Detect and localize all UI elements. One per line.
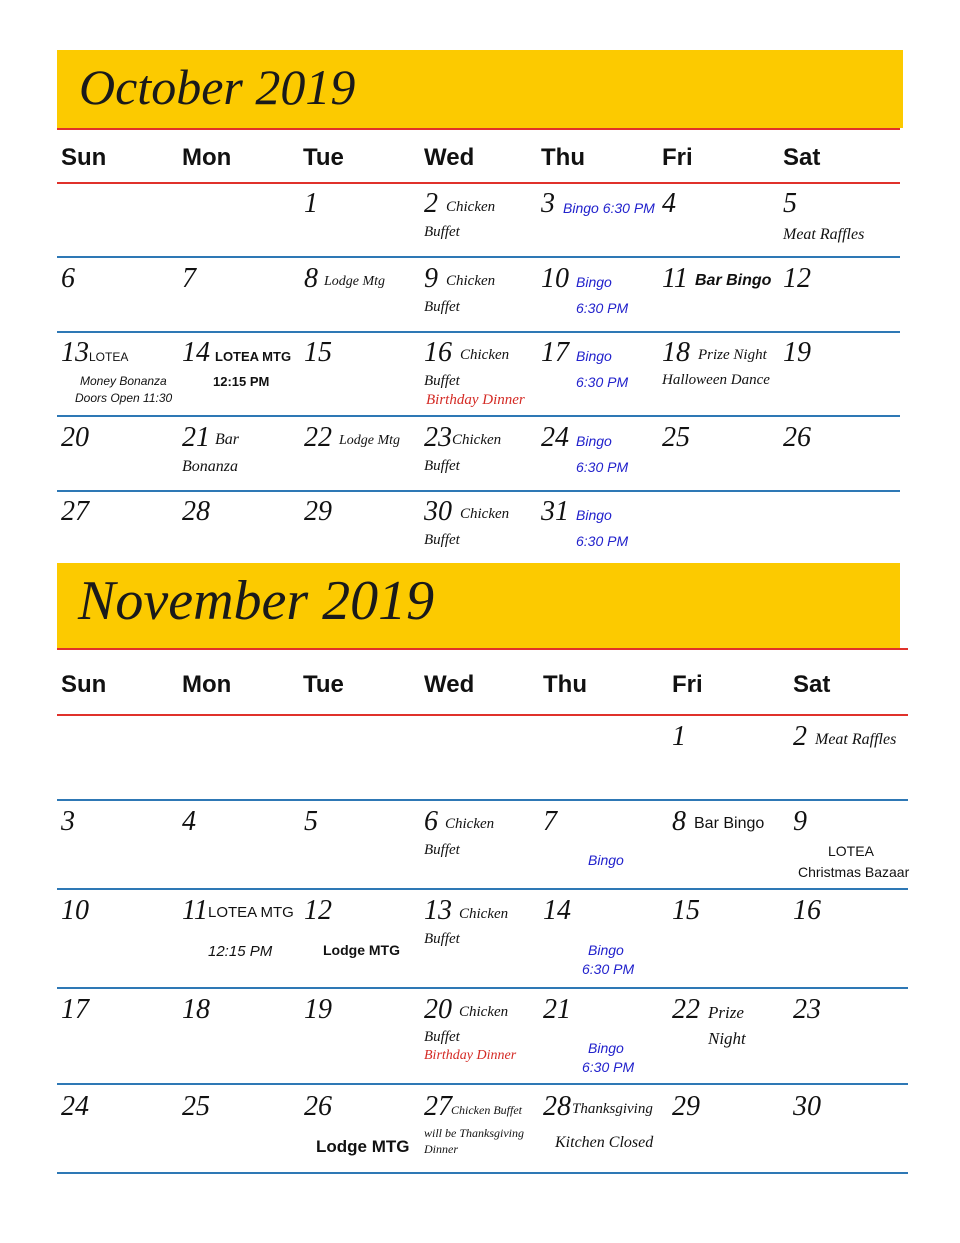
oct-event-21b: Bonanza (182, 458, 238, 475)
nov-event-11a: LOTEA MTG (208, 904, 294, 921)
october-banner (57, 50, 903, 128)
oct-day-3: 3 (541, 188, 555, 219)
nov-day-8: 8 (672, 806, 686, 837)
nov-dow-sun: Sun (61, 671, 107, 698)
oct-event-24a: Bingo (576, 433, 612, 449)
nov-day-10: 10 (61, 895, 89, 926)
nov-event-9a: LOTEA (828, 843, 874, 859)
oct-day-17: 17 (541, 337, 569, 368)
oct-day-18: 18 (662, 337, 690, 368)
nov-day-13: 13 (424, 895, 452, 926)
oct-day-12: 12 (783, 263, 811, 294)
oct-event-3: Bingo 6:30 PM (563, 200, 655, 216)
november-rule-header (57, 714, 908, 716)
oct-day-10: 10 (541, 263, 569, 294)
nov-rule-3 (57, 987, 908, 989)
nov-day-21: 21 (543, 994, 571, 1025)
nov-day-5: 5 (304, 806, 318, 837)
oct-day-1: 1 (304, 188, 318, 219)
oct-event-10a: Bingo (576, 274, 612, 290)
november-banner (57, 563, 900, 649)
oct-event-13a: LOTEA (89, 350, 129, 364)
oct-event-13b: Money Bonanza (80, 374, 167, 388)
nov-event-14b: 6:30 PM (582, 961, 635, 977)
nov-dow-mon: Mon (182, 671, 232, 698)
oct-day-16: 16 (424, 337, 452, 368)
october-title: October 2019 (79, 59, 356, 115)
oct-event-16a: Chicken (460, 347, 510, 363)
nov-event-9b: Christmas Bazaar (798, 864, 910, 880)
nov-event-27b: will be Thanksgiving (424, 1126, 524, 1140)
nov-event-2: Meat Raffles (815, 731, 897, 748)
oct-event-5: Meat Raffles (783, 226, 865, 243)
nov-event-27a: Chicken Buffet (451, 1103, 522, 1117)
nov-day-15: 15 (672, 895, 700, 926)
october-rule-top (57, 128, 900, 130)
oct-day-14: 14 (182, 337, 210, 368)
oct-event-2b: Buffet (424, 224, 460, 240)
nov-event-20c: Birthday Dinner (424, 1048, 517, 1063)
oct-day-5: 5 (783, 188, 797, 219)
nov-event-20a: Chicken (459, 1004, 509, 1020)
oct-day-11: 11 (662, 263, 688, 294)
nov-day-4: 4 (182, 806, 196, 837)
oct-day-26: 26 (783, 422, 811, 453)
oct-day-25: 25 (662, 422, 690, 453)
oct-event-14a: LOTEA MTG (215, 349, 292, 364)
oct-dow-mon: Mon (182, 144, 232, 171)
nov-day-20: 20 (424, 994, 452, 1025)
nov-event-21b: 6:30 PM (582, 1059, 635, 1075)
nov-day-25: 25 (182, 1091, 210, 1122)
oct-day-23: 23 (424, 422, 452, 453)
oct-event-18a: Prize Night (698, 347, 767, 363)
nov-day-29: 29 (672, 1091, 700, 1122)
oct-rule-1 (57, 256, 900, 258)
oct-day-29: 29 (304, 496, 332, 527)
nov-day-18: 18 (182, 994, 210, 1025)
oct-event-16c: Birthday Dinner (426, 392, 525, 408)
oct-day-6: 6 (61, 263, 75, 294)
nov-dow-wed: Wed (424, 671, 475, 698)
nov-day-1: 1 (672, 721, 686, 752)
nov-event-21a: Bingo (588, 1040, 624, 1056)
nov-event-27c: Dinner (424, 1142, 458, 1156)
nov-day-12: 12 (304, 895, 332, 926)
oct-dow-thu: Thu (541, 144, 585, 171)
oct-event-2a: Chicken (446, 199, 496, 215)
nov-day-16: 16 (793, 895, 821, 926)
oct-day-13: 13 (61, 337, 89, 368)
oct-event-17a: Bingo (576, 348, 612, 364)
nov-day-2: 2 (793, 721, 807, 752)
oct-day-15: 15 (304, 337, 332, 368)
nov-day-7: 7 (543, 806, 557, 837)
nov-event-6a: Chicken (445, 816, 495, 832)
nov-day-14: 14 (543, 895, 571, 926)
nov-event-28b: Kitchen Closed (555, 1134, 654, 1151)
november-rule-top (57, 648, 908, 650)
oct-event-8: Lodge Mtg (324, 274, 386, 289)
oct-event-9a: Chicken (446, 273, 496, 289)
oct-event-11: Bar Bingo (695, 272, 772, 289)
oct-dow-sat: Sat (783, 144, 821, 171)
oct-event-10b: 6:30 PM (576, 300, 629, 316)
nov-event-20b: Buffet (424, 1029, 460, 1045)
oct-event-17b: 6:30 PM (576, 374, 629, 390)
oct-event-30a: Chicken (460, 506, 510, 522)
nov-day-9: 9 (793, 806, 807, 837)
nov-rule-5 (57, 1172, 908, 1174)
oct-day-30: 30 (424, 496, 452, 527)
oct-day-8: 8 (304, 263, 318, 294)
november-title: November 2019 (78, 570, 435, 632)
nov-event-26: Lodge MTG (316, 1137, 410, 1156)
nov-event-14a: Bingo (588, 942, 624, 958)
nov-day-19: 19 (304, 994, 332, 1025)
oct-event-9b: Buffet (424, 299, 460, 315)
oct-event-16b: Buffet (424, 373, 460, 389)
oct-dow-tue: Tue (303, 144, 344, 171)
nov-event-11b: 12:15 PM (208, 943, 273, 960)
nov-day-23: 23 (793, 994, 821, 1025)
nov-day-11: 11 (182, 895, 208, 926)
nov-event-28a: Thanksgiving (572, 1101, 653, 1117)
nov-day-6: 6 (424, 806, 438, 837)
nov-event-7: Bingo (588, 852, 624, 868)
nov-event-13a: Chicken (459, 906, 509, 922)
oct-event-14b: 12:15 PM (213, 374, 270, 389)
oct-event-31a: Bingo (576, 507, 612, 523)
oct-rule-4 (57, 490, 900, 492)
oct-event-21a: Bar (215, 431, 239, 448)
oct-event-18b: Halloween Dance (662, 372, 770, 388)
october-rule-header (57, 182, 900, 184)
nov-event-22a: Prize (708, 1003, 744, 1022)
nov-event-8: Bar Bingo (694, 815, 765, 832)
oct-dow-fri: Fri (662, 144, 693, 171)
nov-day-27: 27 (424, 1091, 452, 1122)
nov-rule-4 (57, 1083, 908, 1085)
oct-rule-2 (57, 331, 900, 333)
nov-rule-2 (57, 888, 908, 890)
oct-day-4: 4 (662, 188, 676, 219)
oct-dow-wed: Wed (424, 144, 475, 171)
nov-dow-tue: Tue (303, 671, 344, 698)
oct-event-23b: Buffet (424, 458, 460, 474)
nov-day-22: 22 (672, 994, 700, 1025)
oct-event-30b: Buffet (424, 532, 460, 548)
nov-dow-sat: Sat (793, 671, 831, 698)
oct-day-31: 31 (541, 496, 569, 527)
nov-day-30: 30 (793, 1091, 821, 1122)
oct-event-23a: Chicken (452, 432, 502, 448)
nov-event-13b: Buffet (424, 931, 460, 947)
oct-event-31b: 6:30 PM (576, 533, 629, 549)
oct-day-2: 2 (424, 188, 438, 219)
oct-day-7: 7 (182, 263, 196, 294)
nov-event-22b: Night (708, 1029, 746, 1048)
nov-event-12: Lodge MTG (323, 942, 400, 958)
nov-day-3: 3 (61, 806, 75, 837)
nov-day-17: 17 (61, 994, 89, 1025)
nov-day-24: 24 (61, 1091, 89, 1122)
oct-day-24: 24 (541, 422, 569, 453)
oct-day-27: 27 (61, 496, 89, 527)
oct-day-22: 22 (304, 422, 332, 453)
oct-event-24b: 6:30 PM (576, 459, 629, 475)
nov-dow-thu: Thu (543, 671, 587, 698)
oct-day-28: 28 (182, 496, 210, 527)
oct-day-21: 21 (182, 422, 210, 453)
nov-dow-fri: Fri (672, 671, 703, 698)
oct-day-19: 19 (783, 337, 811, 368)
nov-event-6b: Buffet (424, 842, 460, 858)
nov-day-26: 26 (304, 1091, 332, 1122)
nov-day-28: 28 (543, 1091, 571, 1122)
oct-rule-3 (57, 415, 900, 417)
oct-event-13c: Doors Open 11:30 (75, 391, 173, 405)
oct-dow-sun: Sun (61, 144, 107, 171)
nov-rule-1 (57, 799, 908, 801)
oct-day-9: 9 (424, 263, 438, 294)
oct-day-20: 20 (61, 422, 89, 453)
oct-event-22: Lodge Mtg (339, 433, 401, 448)
